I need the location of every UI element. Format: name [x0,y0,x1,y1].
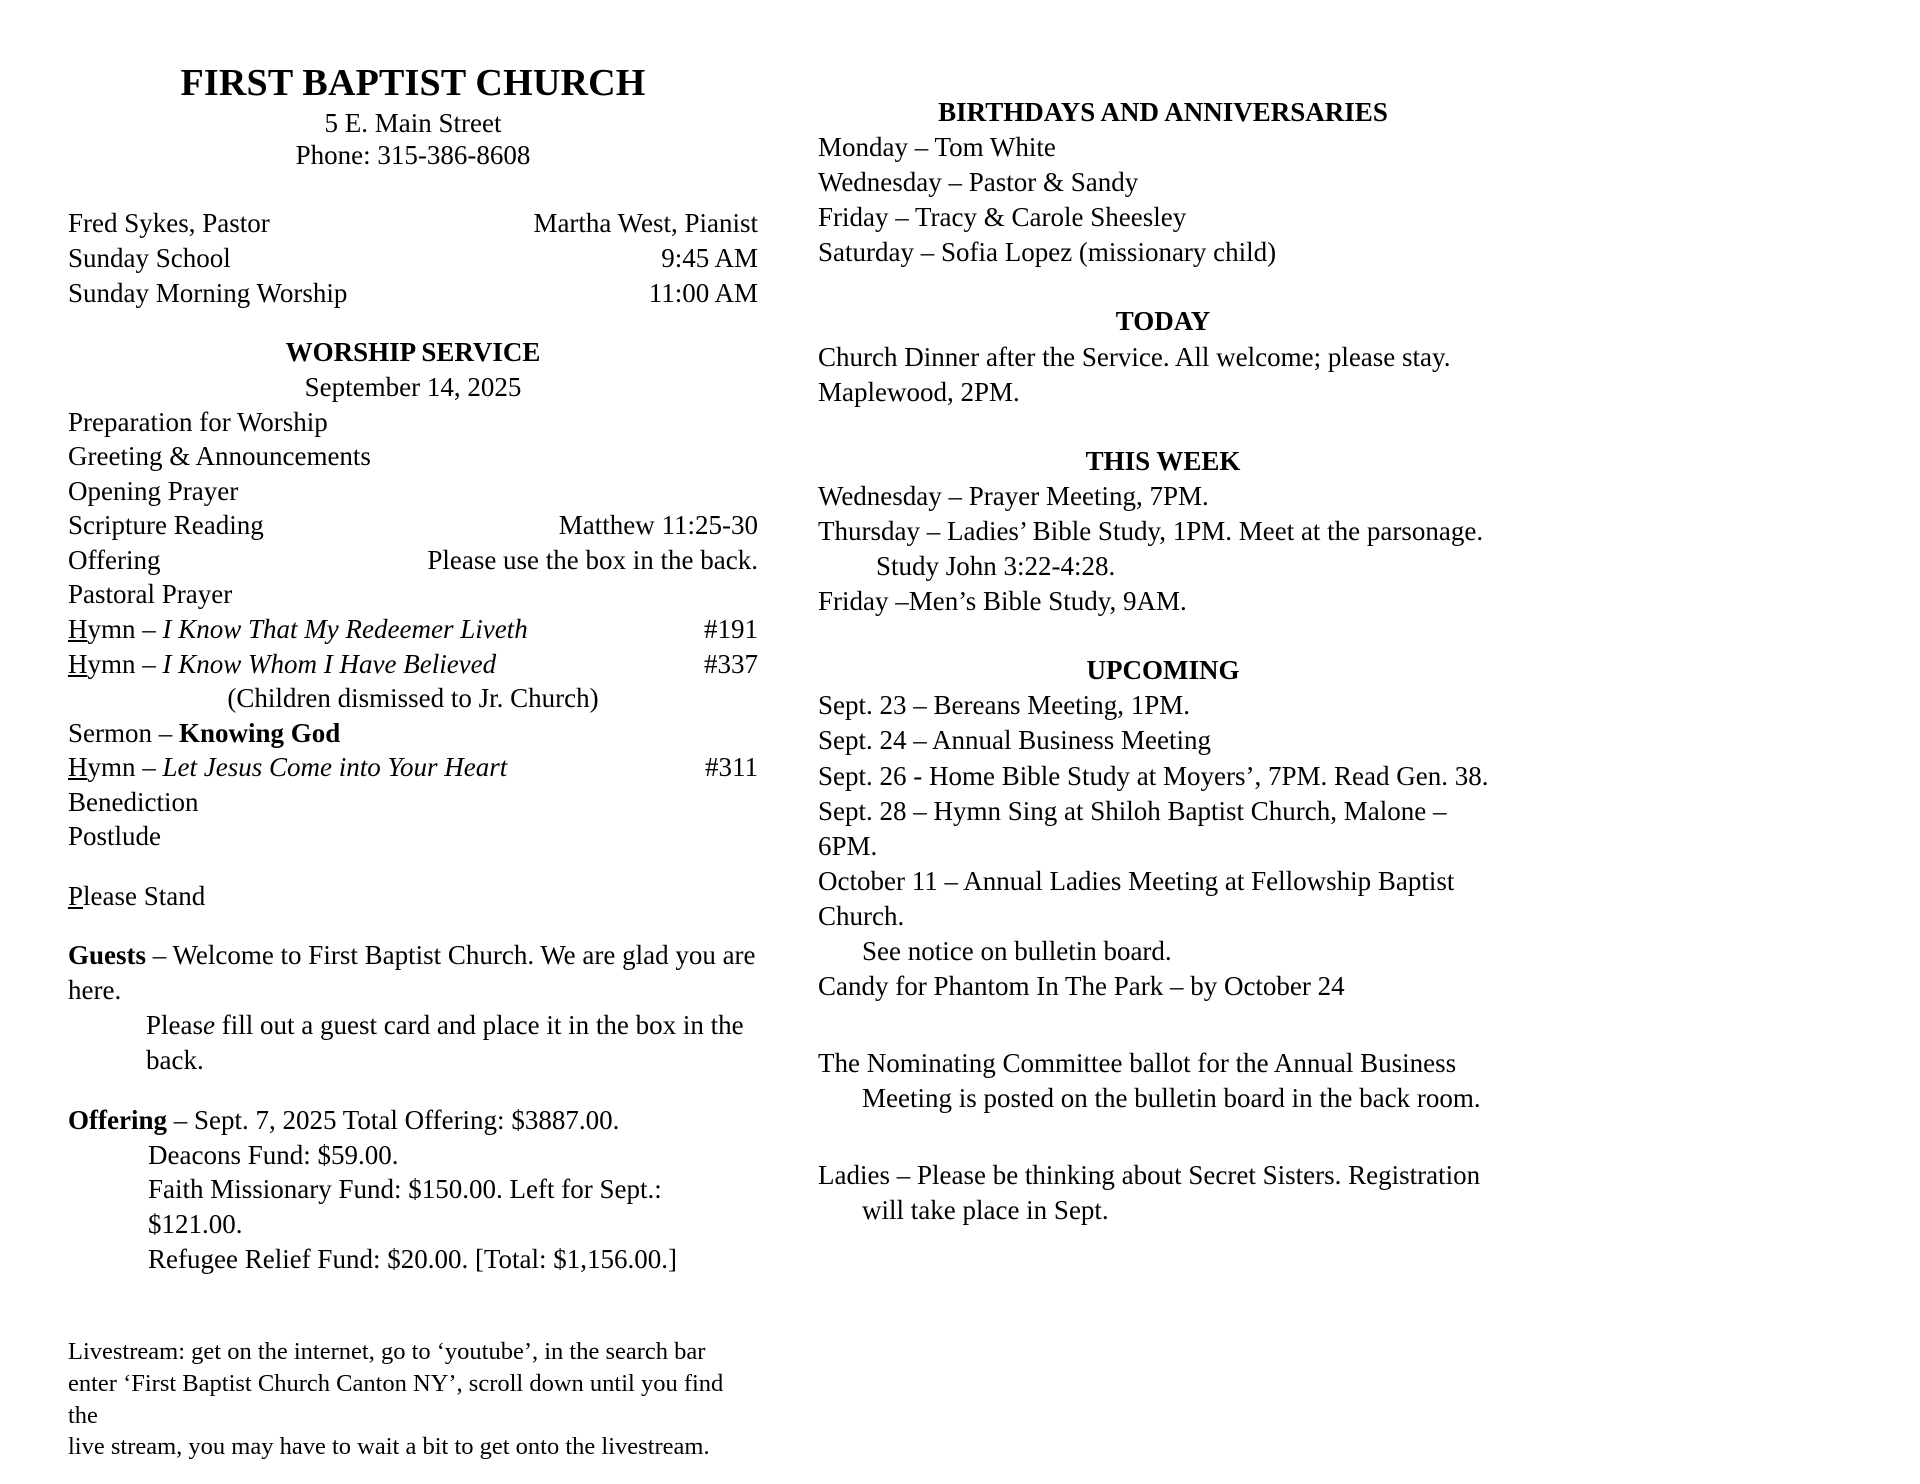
upcoming-bulletin-board-note: See notice on bulletin board. [862,935,1172,966]
guests-line2-a: Pleas [146,1010,203,1041]
guests-label: Guests [68,940,147,971]
offering-paragraph [68,1103,758,1138]
birthday-entry: Saturday – Sofia Lopez (missionary child) [818,237,1277,268]
offering-total: Sept. 7, 2025 Total Offering: $3887.00. [193,1104,620,1135]
sunday-school-label: Sunday School [68,242,231,273]
postlude-item: Postlude [68,821,162,852]
guests-line1: Welcome to First Baptist Church. We are glad you are here. [68,940,756,1006]
hymn-number-2: #337 [704,648,758,679]
today-line: Maplewood, 2PM. [818,376,1020,407]
hymn-label-3 [68,750,507,785]
sermon-row [68,716,758,751]
this-week-line: Wednesday – Prayer Meeting, 7PM. [818,480,1209,511]
guests-paragraph [68,938,758,1008]
please-stand-note [68,879,758,914]
livestream-line-3: live stream, you may have to wait a bit to get onto the livestream. [68,1433,710,1461]
livestream-line-1: Livestream: get on the internet, go to ‘youtube’, in the search bar [68,1337,706,1365]
order-item-offering [68,543,758,578]
hymn-title-1: I Know That My Redeemer Liveth [162,613,528,644]
hymn-label-2 [68,647,496,682]
hymn-row-3 [68,750,758,785]
please-stand-underlined-letter: P [68,880,84,911]
guests-line2 [68,1008,758,1078]
church-address: 5 E. Main Street [324,107,502,138]
ladies-secret-sisters-line-1: Ladies – Please be thinking about Secret Sisters. Registration [818,1160,1481,1191]
this-week-heading: THIS WEEK [1085,445,1241,476]
worship-service-date: September 14, 2025 [304,372,522,403]
guests-line2-italic: e [203,1010,215,1041]
hymn-row-1 [68,612,758,647]
pastor-name: Fred Sykes, Pastor [68,208,270,239]
upcoming-line: Sept. 24 – Annual Business Meeting [818,725,1211,756]
hymn-number-1: #191 [704,613,758,644]
offering-refugee-relief-fund: Refugee Relief Fund: $20.00. [Total: $1,156.00.] [148,1243,678,1274]
hymn-title-2: I Know Whom I Have Believed [162,648,497,679]
hymn-underlined-letter: H [68,648,88,679]
guests-dash: – [146,940,173,971]
staff-row-pastor [68,206,758,241]
church-phone: Phone: 315-386-8608 [295,140,531,171]
worship-service-heading: WORSHIP SERVICE [285,337,541,368]
offering-deacons-fund: Deacons Fund: $59.00. [148,1139,399,1170]
this-week-line: Thursday – Ladies’ Bible Study, 1PM. Meet at the parsonage. [818,515,1484,546]
order-item-opening-prayer [68,474,758,509]
birthday-entry: Wednesday – Pastor & Sandy [818,167,1139,198]
birthdays-heading: BIRTHDAYS AND ANNIVERSARIES [938,97,1388,127]
nominating-committee-line-2: Meeting is posted on the bulletin board in the back room. [862,1083,1481,1114]
offering-instruction: Please use the box in the back. [427,544,758,575]
livestream-line-2: enter ‘First Baptist Church Canton NY’, scroll down until you find the [68,1369,724,1429]
offering-label: Offering [68,1104,167,1135]
upcoming-line: Sept. 23 – Bereans Meeting, 1PM. [818,690,1190,721]
hymn-row-2 [68,647,758,682]
order-item-label: Pastoral Prayer [68,579,233,610]
guests-line2-b: fill out a guest card and place it in the box in the back. [146,1010,744,1075]
order-item-label: Greeting & Announcements [68,441,371,472]
hymn-title-3: Let Jesus Come into Your Heart [162,752,508,783]
staff-row-worship [68,276,758,311]
hymn-underlined-letter: H [68,613,88,644]
order-item-scripture-reading [68,508,758,543]
order-item-label: Scripture Reading [68,510,264,541]
nominating-committee-line-1: The Nominating Committee ballot for the Annual Business [818,1048,1457,1079]
upcoming-heading: UPCOMING [1086,655,1240,686]
hymn-label-1 [68,612,528,647]
order-item-label: Opening Prayer [68,475,239,506]
birthday-entry: Friday – Tracy & Carole Sheesley [818,202,1187,233]
today-heading: TODAY [1115,306,1211,337]
birthday-entry: Monday – Tom White [818,132,1056,163]
upcoming-candy-note: Candy for Phantom In The Park – by October 24 [818,971,1345,1002]
order-item-preparation [68,405,758,440]
right-column [818,95,1508,1229]
hymn-underlined-letter: H [68,752,88,783]
worship-label: Sunday Morning Worship [68,277,348,308]
offering-dash: – [166,1104,194,1135]
order-item-label: Offering [68,544,161,575]
order-item-pastoral-prayer [68,577,758,612]
hymn-dash: – [135,752,163,783]
pianist-name: Martha West, Pianist [533,208,758,239]
children-dismissal-note: (Children dismissed to Jr. Church) [227,683,599,714]
upcoming-line: October 11 – Annual Ladies Meeting at Fellowship Baptist Church. [818,865,1455,931]
staff-row-sunday-school [68,241,758,276]
worship-time: 11:00 AM [648,277,758,308]
hymn-dash: – [135,648,163,679]
order-item-label: Preparation for Worship [68,406,328,437]
upcoming-line: Sept. 26 - Home Bible Study at Moyers’, 7PM. Read Gen. 38. [818,760,1489,791]
this-week-study-reference: Study John 3:22-4:28. [876,551,1116,582]
upcoming-line: Sept. 28 – Hymn Sing at Shiloh Baptist Church, Malone – 6PM. [818,795,1447,861]
hymn-number-3: #311 [705,752,758,783]
church-name: FIRST BAPTIST CHURCH [180,62,646,104]
offering-faith-missionary-fund: Faith Missionary Fund: $150.00. Left for Sept.: $121.00. [148,1174,662,1240]
hymn-label-rest: ymn [87,752,136,783]
today-line: Church Dinner after the Service. All welcome; please stay. [818,341,1451,372]
benediction-item: Benediction [68,786,199,817]
hymn-dash: – [135,613,163,644]
order-item-greeting [68,439,758,474]
left-column [68,62,758,1463]
scripture-reference: Matthew 11:25-30 [558,510,758,541]
hymn-label-rest: ymn [87,648,136,679]
sermon-title: Knowing God [179,717,341,748]
hymn-label-rest: ymn [87,613,136,644]
please-stand-rest: lease Stand [83,880,206,911]
sunday-school-time: 9:45 AM [661,242,758,273]
ladies-secret-sisters-line-2: will take place in Sept. [862,1195,1109,1226]
this-week-line: Friday –Men’s Bible Study, 9AM. [818,586,1187,617]
sermon-label: Sermon – [68,717,179,748]
